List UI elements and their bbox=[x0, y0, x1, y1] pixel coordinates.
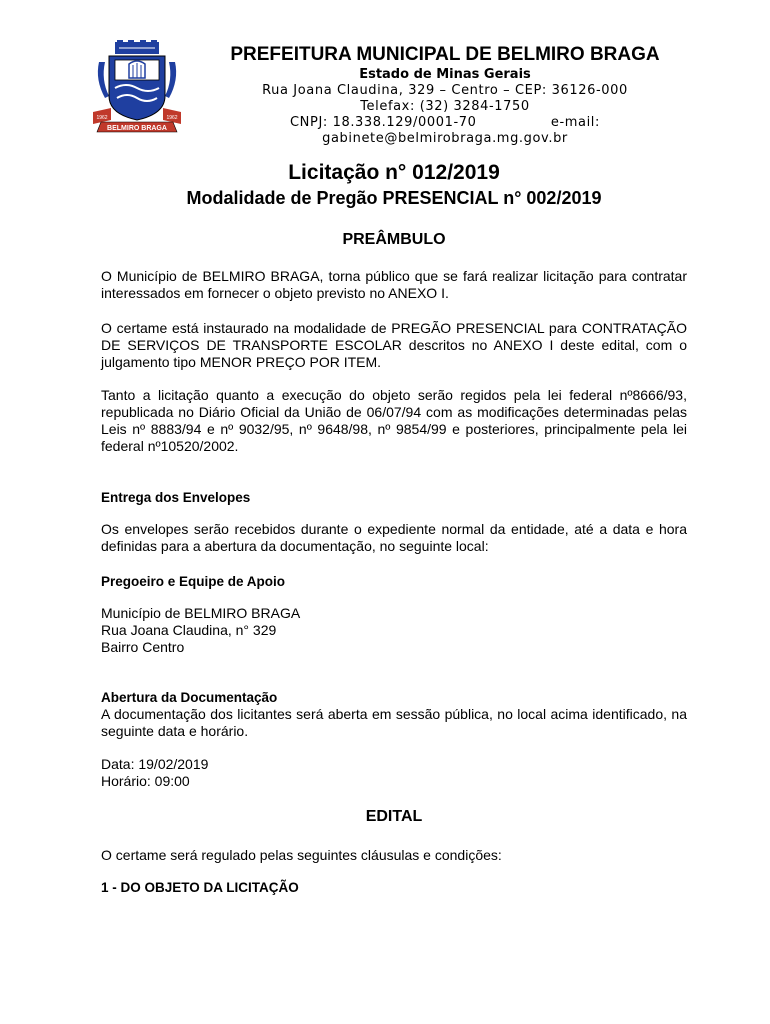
pregoeiro-line-1: Município de BELMIRO BRAGA bbox=[101, 605, 301, 621]
address-line: Rua Joana Claudina, 329 – Centro – CEP: 36126-000 bbox=[262, 83, 628, 98]
abertura-date: Data: 19/02/2019 bbox=[101, 756, 209, 772]
pregoeiro-line-2: Rua Joana Claudina, n° 329 bbox=[101, 622, 277, 638]
edital-heading: EDITAL bbox=[365, 808, 423, 825]
preambulo-paragraph-3: Tanto a licitação quanto a execução do objeto serão regidos pela lei federal nº8666/93, republicada no Diário Oficial da União de 06/07/94 com as modificações determinadas pelas Leis nº 8883/94 e nº 9032/95, nº 9648/98, nº 9854/99 e posteriores, principalmente pela lei federal nº10520/2002. bbox=[101, 387, 687, 454]
entrega-paragraph: Os envelopes serão recebidos durante o expediente normal da entidade, até a data e hora definidas para a abertura da documentação, no seguinte local: bbox=[101, 521, 687, 554]
licitacao-number: Licitação n° 012/2019 bbox=[288, 161, 500, 184]
crest-year-right: 1962 bbox=[166, 115, 178, 121]
preambulo-heading: PREÂMBULO bbox=[342, 231, 446, 248]
preambulo-paragraph-2: O certame está instaurado na modalidade de PREGÃO PRESENCIAL para CONTRATAÇÃO DE SERVIÇOS DE TRANSPORTE ESCOLAR descritos no ANEXO I deste edital, com o julgamento tipo MENOR PREÇO POR ITEM. bbox=[101, 320, 687, 370]
abertura-heading: Abertura da Documentação bbox=[101, 690, 278, 705]
pregoeiro-line-3: Bairro Centro bbox=[101, 639, 185, 655]
municipal-crest-icon bbox=[93, 40, 181, 136]
pregoeiro-heading: Pregoeiro e Equipe de Apoio bbox=[101, 574, 286, 589]
crest-ribbon-text: BELMIRO BRAGA bbox=[107, 125, 167, 132]
phone-line: Telefax: (32) 3284-1750 bbox=[360, 99, 530, 114]
municipality-title: PREFEITURA MUNICIPAL DE BELMIRO BRAGA bbox=[230, 44, 660, 65]
abertura-time: Horário: 09:00 bbox=[101, 773, 190, 789]
cnpj-line bbox=[290, 115, 600, 131]
letterhead bbox=[0, 0, 770, 150]
entrega-heading: Entrega dos Envelopes bbox=[101, 490, 251, 505]
cnpj-number: CNPJ: 18.338.129/0001-70 bbox=[290, 115, 477, 130]
edital-intro: O certame será regulado pelas seguintes cláusulas e condições: bbox=[101, 847, 502, 863]
abertura-paragraph: A documentação dos licitantes será aberta em sessão pública, no local acima identificado, na seguinte data e horário. bbox=[101, 706, 687, 739]
state-name: Estado de Minas Gerais bbox=[359, 67, 531, 82]
section-1-heading: 1 - DO OBJETO DA LICITAÇÃO bbox=[101, 880, 299, 895]
email-address: gabinete@belmirobraga.mg.gov.br bbox=[322, 131, 568, 146]
modalidade-title: Modalidade de Pregão PRESENCIAL n° 002/2019 bbox=[186, 188, 602, 208]
crest-year-left: 1962 bbox=[96, 115, 108, 121]
document-title bbox=[0, 160, 770, 209]
letterhead-text bbox=[200, 44, 690, 147]
email-label: e-mail: bbox=[550, 115, 600, 130]
preambulo-paragraph-1: O Município de BELMIRO BRAGA, torna público que se fará realizar licitação para contratar interessados em fornecer o objeto previsto no ANEXO I. bbox=[101, 268, 687, 301]
